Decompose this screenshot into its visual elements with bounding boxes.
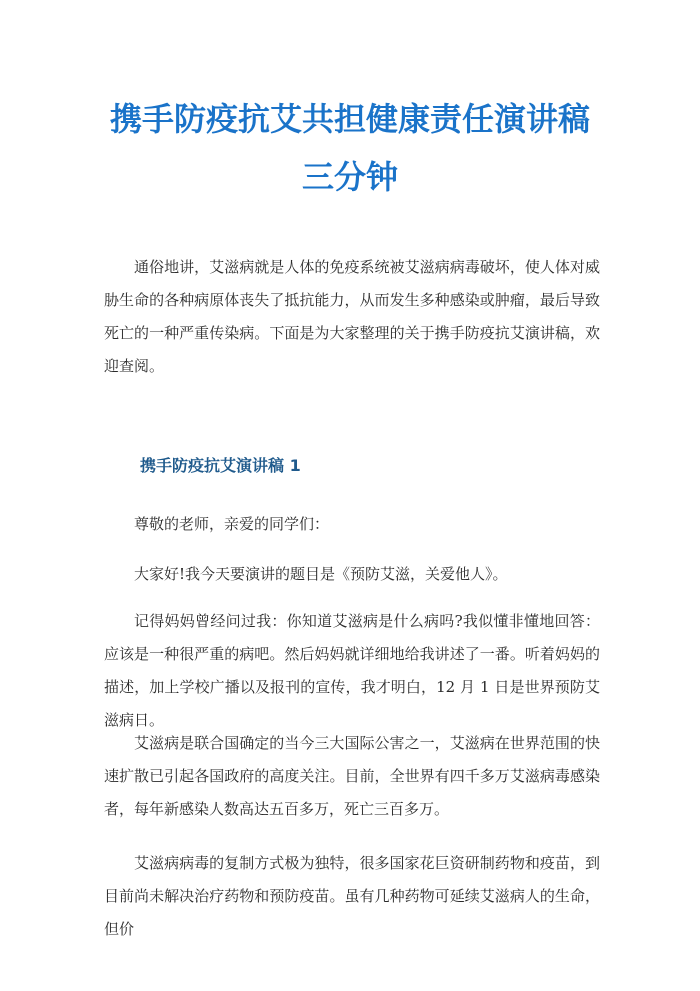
body-paragraph-salutation: 尊敬的老师，亲爱的同学们： xyxy=(134,515,330,533)
intro-paragraph: 通俗地讲，艾滋病就是人体的免疫系统被艾滋病病毒破坏，使人体对威胁生命的各种病原体丧失了抵抗能力，从而发生多种感染或肿瘤，最后导致死亡的一种严重传染病。下面是为大家整理的关于携手防疫抗艾演讲稿，欢迎查阅。 xyxy=(104,258,600,375)
body-paragraph-mother: 记得妈妈曾经问过我：你知道艾滋病是什么病吗?我似懂非懂地回答：应该是一种很严重的病吧。然后妈妈就详细地给我讲述了一番。听着妈妈的描述，加上学校广播以及报刊的宣传，我才明白，12 月 1 日是世界预防艾滋病日。 xyxy=(104,612,600,729)
title-line-2: 三分钟 xyxy=(301,158,398,196)
body-paragraph-greeting: 大家好!我今天要演讲的题目是《预防艾滋，关爱他人》。 xyxy=(134,565,508,583)
document-title xyxy=(60,90,640,206)
body-paragraph-hazard: 艾滋病是联合国确定的当今三大国际公害之一，艾滋病在世界范围的快速扩散已引起各国政府的高度关注。目前，全世界有四千多万艾滋病毒感染者，每年新感染人数高达五百多万，死亡三百多万。 xyxy=(104,734,600,818)
body-paragraph-virus: 艾滋病病毒的复制方式极为独特，很多国家花巨资研制药物和疫苗，到目前尚未解决治疗药物和预防疫苗。虽有几种药物可延续艾滋病人的生命，但价 xyxy=(104,854,600,938)
section-heading: 携手防疫抗艾演讲稿 1 xyxy=(140,456,301,475)
title-line-1: 携手防疫抗艾共担健康责任演讲稿 xyxy=(109,100,590,138)
